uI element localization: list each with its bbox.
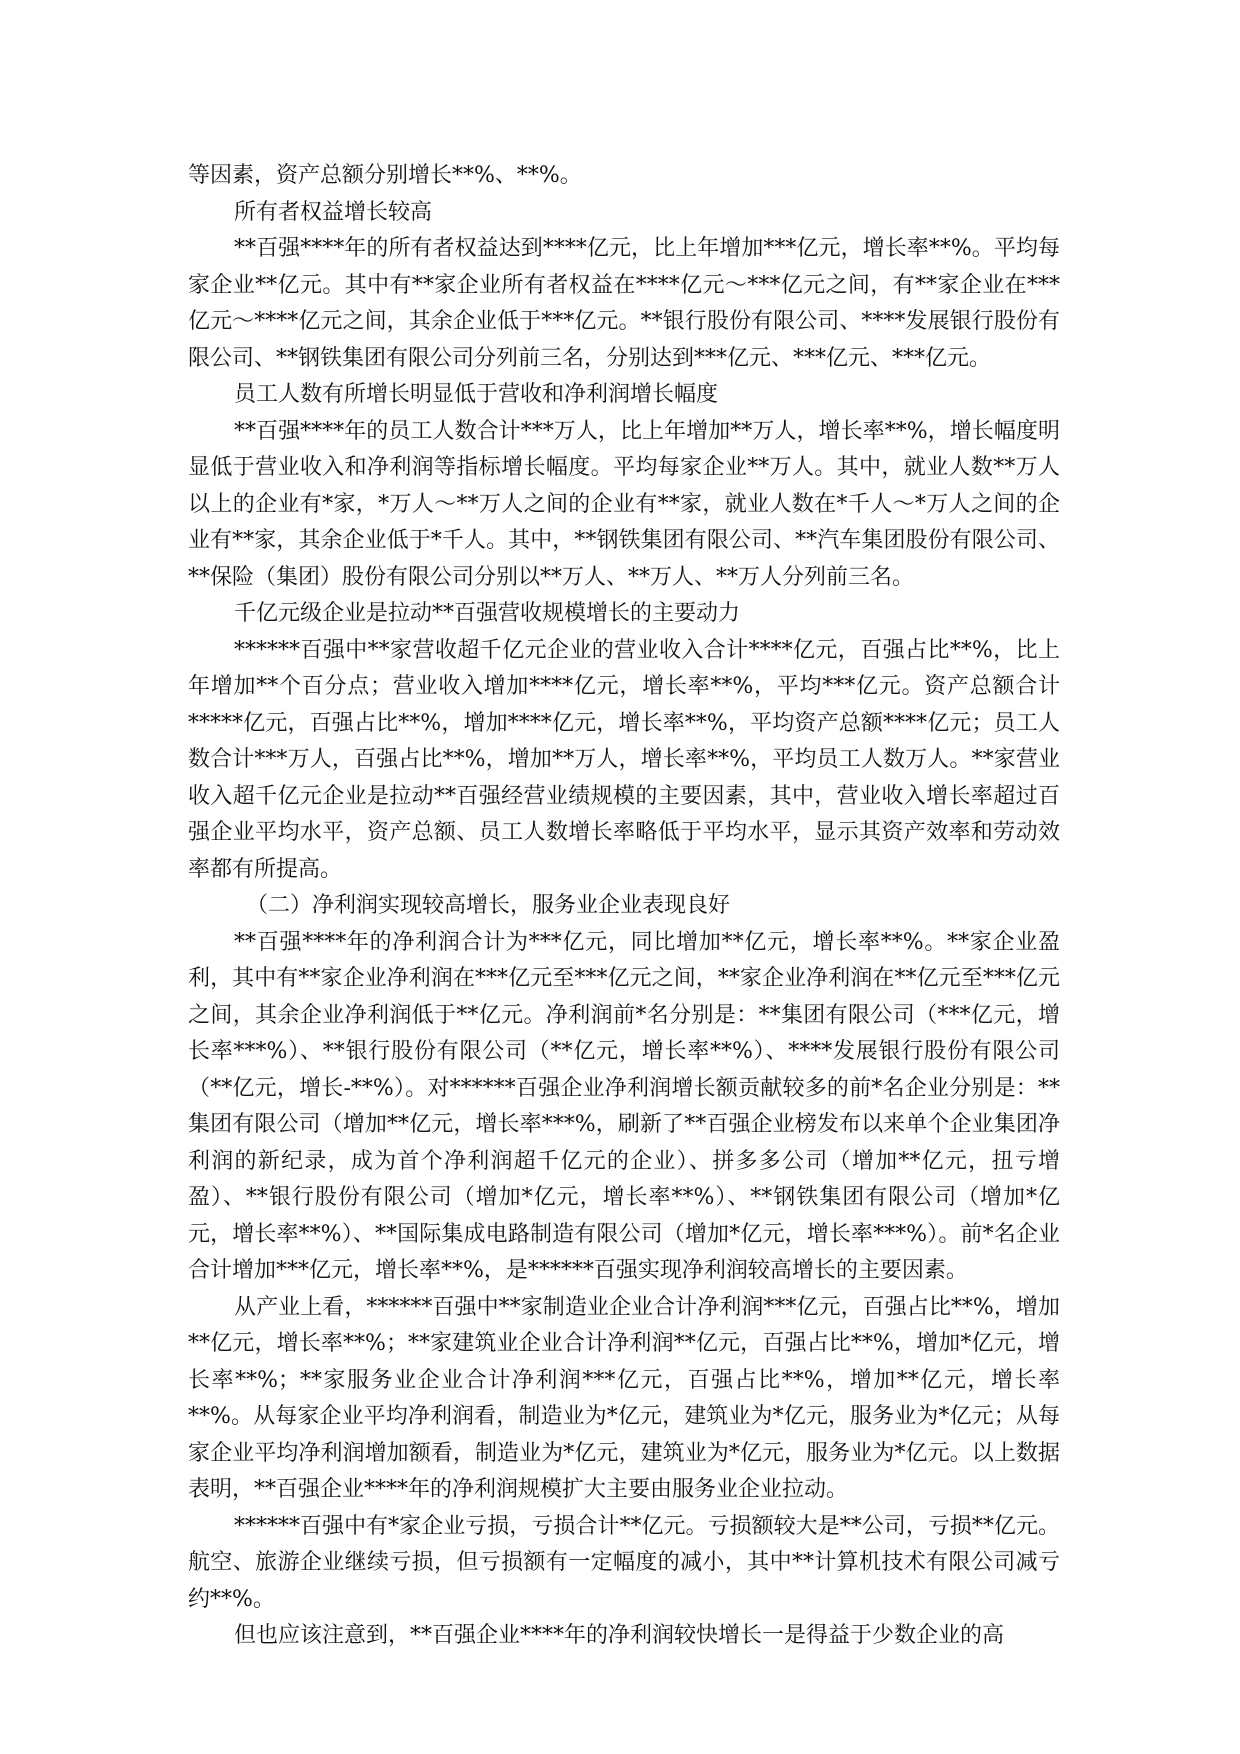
paragraph-by-industry: 从产业上看，******百强中**家制造业企业合计净利润***亿元，百强占比**%，增加**亿元，增长率**%；**家建筑业企业合计净利润**亿元，百强占比**%，增加*亿元，增长率**%；**家服务业企业合计净利润***亿元，百强占比**%，增加**亿元，增长率**%。从每家企业平均净利润看，制造业为*亿元，建筑业为*亿元，服务业为*亿元；从每家企业平均净利润增加额看，制造业为*亿元，建筑业为*亿元，服务业为*亿元。以上数据表明，**百强企业****年的净利润规模扩大主要由服务业企业拉动。 [188,1294,1060,1502]
document-body [188,158,1060,1655]
subheading-employees: 员工人数有所增长明显低于营收和净利润增长幅度 [234,382,719,407]
paragraph-employees: **百强****年的员工人数合计***万人，比上年增加**万人，增长率**%，增长幅度明显低于营业收入和净利润等指标增长幅度。平均每家企业**万人。其中，就业人数**万人以上的企业有*家，*万人～**万人之间的企业有**家，就业人数在*千人～*万人之间的企业有**家，其余企业低于*千人。其中，**钢铁集团有限公司、**汽车集团股份有限公司、**保险（集团）股份有限公司分别以**万人、**万人、**万人分列前三名。 [188,418,1060,590]
paragraph-caveat: 但也应该注意到，**百强企业****年的净利润较快增长一是得益于少数企业的高 [234,1623,1005,1648]
paragraph-losses: ******百强中有*家企业亏损，亏损合计**亿元。亏损额较大是**公司，亏损**亿元。航空、旅游企业继续亏损，但亏损额有一定幅度的减小，其中**计算机技术有限公司减亏约**%。 [188,1513,1060,1612]
subheading-hundred-billion-firms: 千亿元级企业是拉动**百强营收规模增长的主要动力 [234,601,741,626]
paragraph-owners-equity: **百强****年的所有者权益达到****亿元，比上年增加***亿元，增长率**%。平均每家企业**亿元。其中有**家企业所有者权益在****亿元～***亿元之间，有**家企业在***亿元～****亿元之间，其余企业低于***亿元。**银行股份有限公司、****发展银行股份有限公司、**钢铁集团有限公司分列前三名，分别达到***亿元、***亿元、***亿元。 [188,236,1060,371]
paragraph-net-profit: **百强****年的净利润合计为***亿元，同比增加**亿元，增长率**%。**家企业盈利，其中有**家企业净利润在***亿元至***亿元之间，**家企业净利润在**亿元至***亿元之间，其余企业净利润低于**亿元。净利润前*名分别是：**集团有限公司（***亿元，增长率***%）、**银行股份有限公司（**亿元，增长率**%）、****发展银行股份有限公司（**亿元，增长-**%）。对******百强企业净利润增长额贡献较多的前*名企业分别是：**集团有限公司（增加**亿元，增长率***%，刷新了**百强企业榜发布以来单个企业集团净利润的新纪录，成为首个净利润超千亿元的企业）、拼多多公司（增加**亿元，扭亏增盈）、**银行股份有限公司（增加*亿元，增长率**%）、**钢铁集团有限公司（增加*亿元，增长率**%）、**国际集成电路制造有限公司（增加*亿元，增长率***%）。前*名企业合计增加***亿元，增长率**%，是******百强实现净利润较高增长的主要因素。 [188,929,1060,1283]
subheading-owners-equity: 所有者权益增长较高 [234,199,433,225]
section-heading-net-profit: （二）净利润实现较高增长，服务业企业表现良好 [246,893,731,918]
paragraph-continuation: 等因素，资产总额分别增长**%、**%。 [188,163,582,188]
paragraph-hundred-billion-firms: ******百强中**家营收超千亿元企业的营业收入合计****亿元，百强占比**%，比上年增加**个百分点；营业收入增加****亿元，增长率**%，平均***亿元。资产总额合计*****亿元，百强占比**%，增加****亿元，增长率**%，平均资产总额****亿元；员工人数合计***万人，百强占比**%，增加**万人，增长率**%，平均员工人数万人。**家营业收入超千亿元企业是拉动**百强经营业绩规模的主要因素，其中，营业收入增长率超过百强企业平均水平，资产总额、员工人数增长率略低于平均水平，显示其资产效率和劳动效率都有所提高。 [188,637,1060,882]
